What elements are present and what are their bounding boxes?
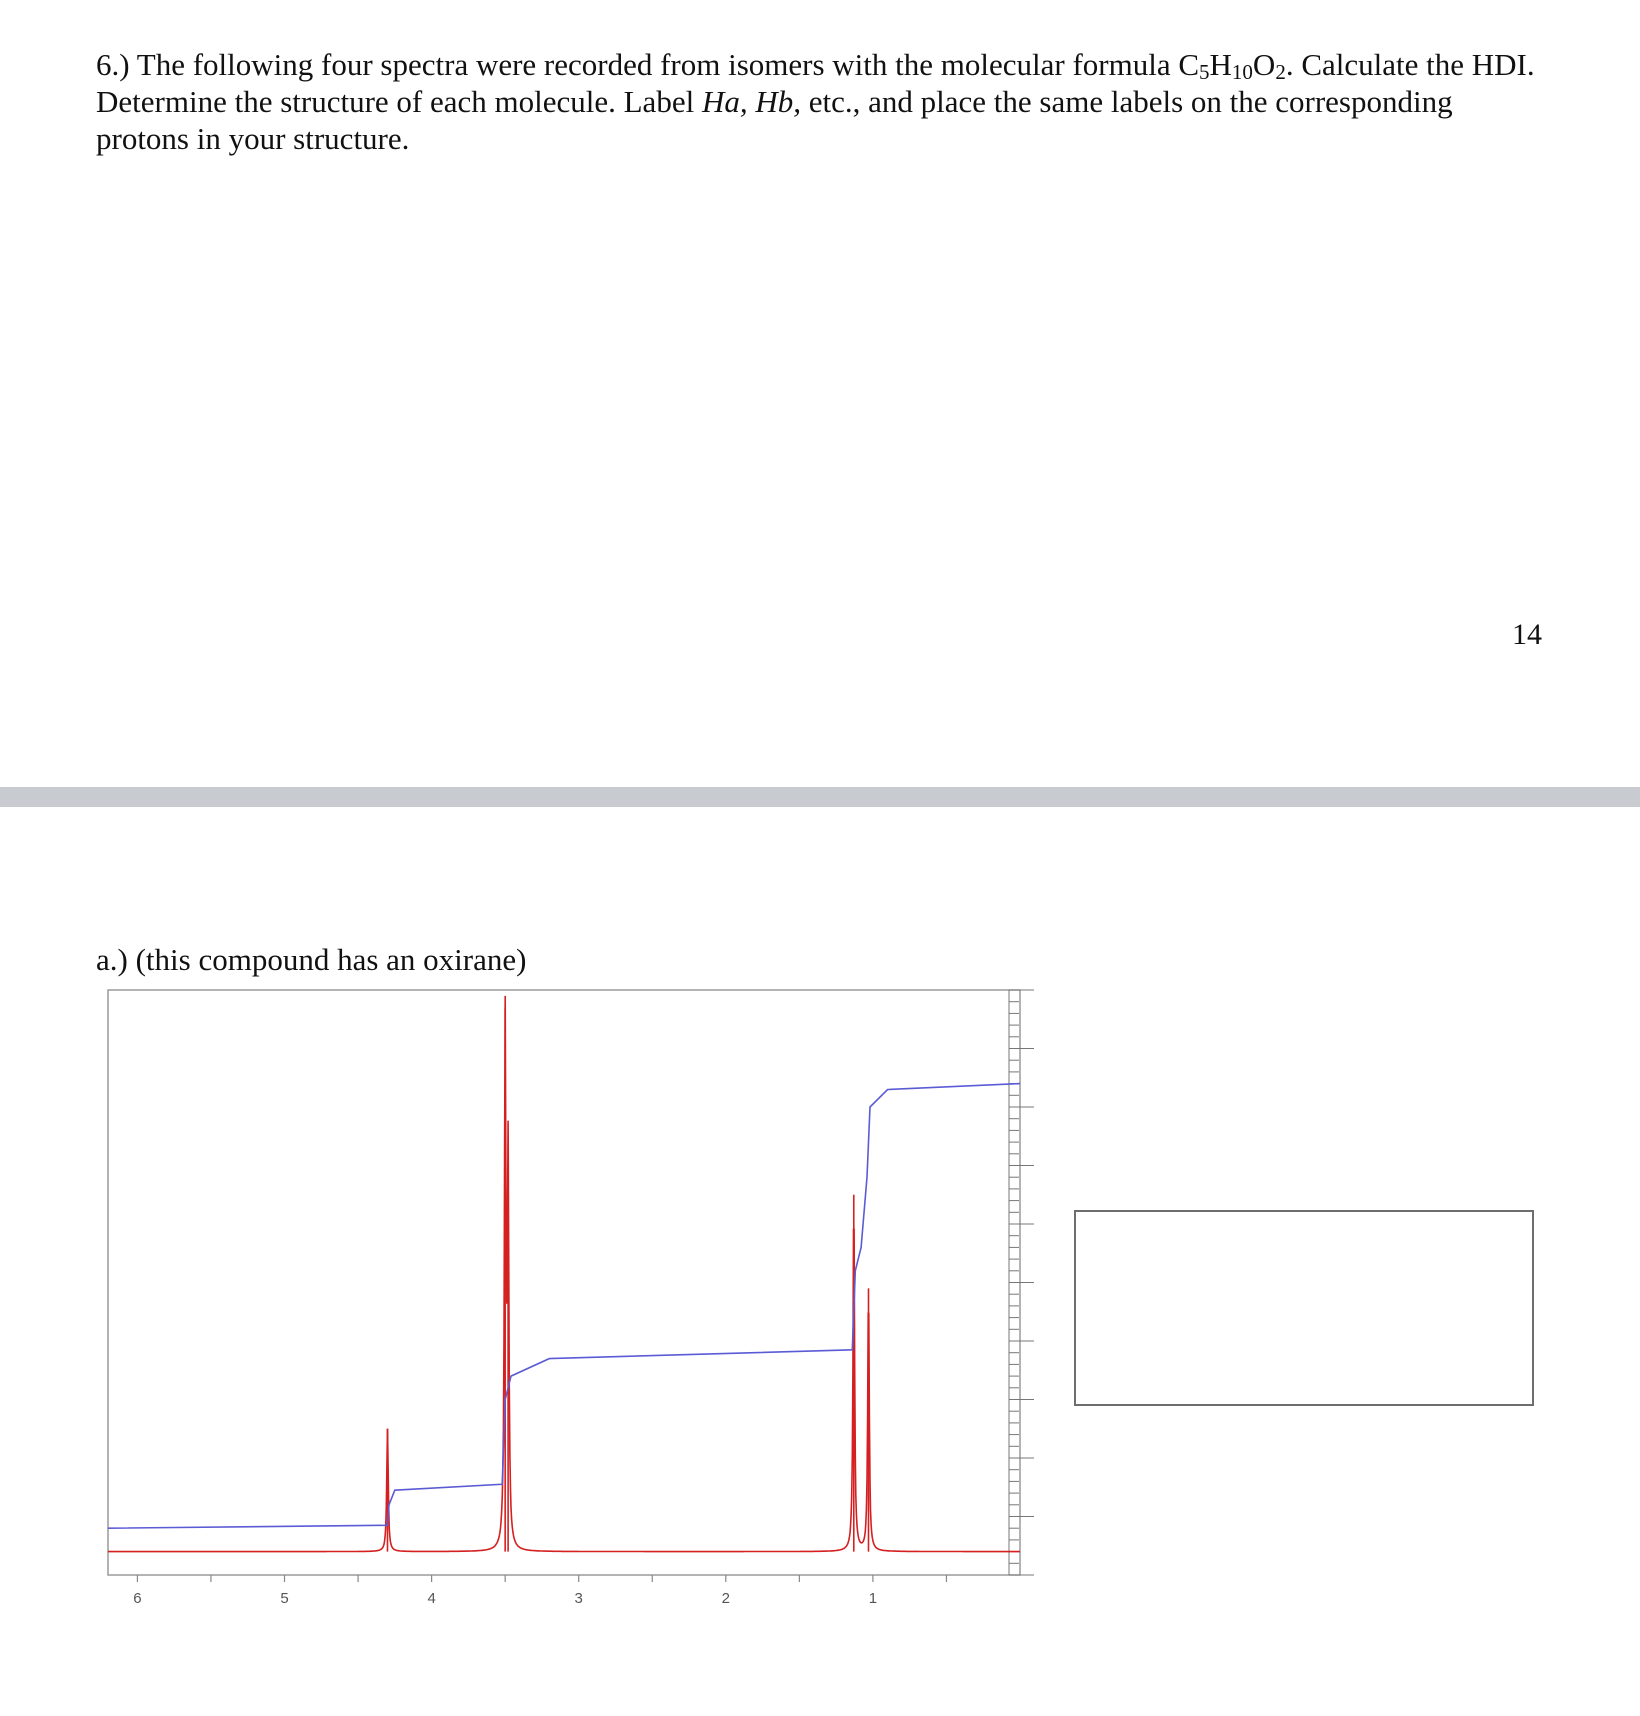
nmr-spectrum-svg — [100, 980, 1040, 1620]
x-tick-label-5: 5 — [280, 1590, 289, 1607]
question-number: 6.) — [96, 47, 130, 82]
x-tick-label-4: 4 — [427, 1590, 436, 1607]
plot-frame — [108, 990, 1020, 1575]
x-tick-label-1: 1 — [868, 1590, 878, 1607]
spectrum-line — [108, 996, 1020, 1552]
page-number: 14 — [1512, 618, 1542, 651]
x-tick-label-6: 6 — [133, 1590, 142, 1607]
answer-box[interactable] — [1074, 1210, 1534, 1406]
nmr-spectrum-chart — [100, 980, 1040, 1620]
part-a-label: a.) (this compound has an oxirane) — [96, 942, 527, 977]
x-tick-label-3: 3 — [574, 1590, 583, 1607]
question-text: 6.) The following four spectra were recorded from isomers with the molecular formula $C_5H_{10}O_2$. Calculate the HDI. Determine the structure of each molecule. Label Ha, Hb, etc., and place the same labels on the corresponding protons in your structure. — [96, 47, 1535, 156]
integral-curve — [108, 1084, 1020, 1529]
page-break-divider — [0, 787, 1640, 807]
x-tick-label-2: 2 — [721, 1590, 730, 1607]
